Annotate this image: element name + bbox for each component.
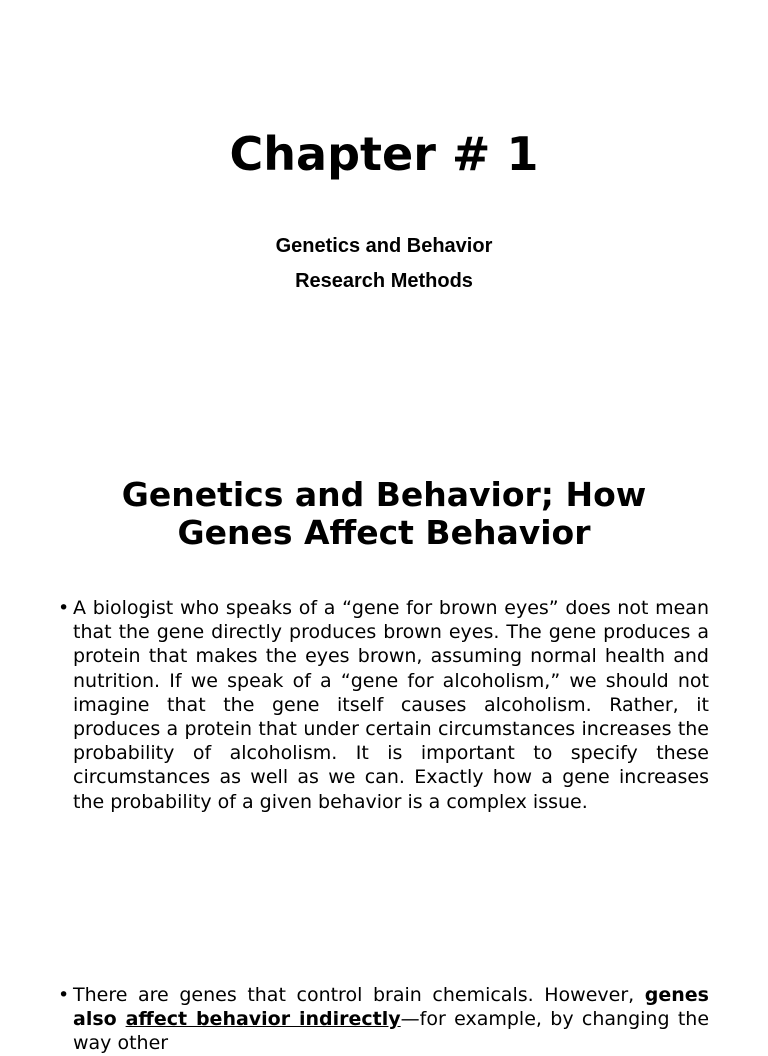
chapter-subtitle (0, 229, 768, 299)
bullet-item (58, 596, 709, 814)
subtitle-line-2: Research Methods (295, 270, 473, 292)
section-title: Genetics and Behavior; How Genes Affect Behavior (121, 475, 647, 552)
bullet-marker: • (58, 984, 70, 1006)
subtitle-line-1: Genetics and Behavior (275, 235, 493, 257)
bullet-text-bold: genes also (73, 984, 709, 1031)
bullet-text: A biologist who speaks of a “gene for brown eyes” does not mean that the gene directly produces brown eyes. The gene produces a protein that makes the eyes brown, assuming normal health and nutrition. If we speak of a “gene for alcoholism,” we should not imagine that the gene itself causes alcoholism. Rather, it produces a protein that under certain circumstances increases the probability of alcoholism. It is important to specify these circumstances as well as we can. Exactly how a gene increases the probability of a given behavior is a complex issue. (73, 597, 709, 813)
bullet-text-end: —for example, by changing the way other (73, 1008, 710, 1055)
chapter-title: Chapter # 1 (229, 127, 539, 181)
bullet-item (58, 983, 709, 1056)
bullet-text-bold-underlined: affect behavior indirectly (125, 1008, 401, 1031)
bullet-text (73, 983, 709, 1056)
bullet-marker: • (58, 597, 70, 619)
bullet-text-start: There are genes that control brain chemicals. However, (73, 984, 645, 1006)
